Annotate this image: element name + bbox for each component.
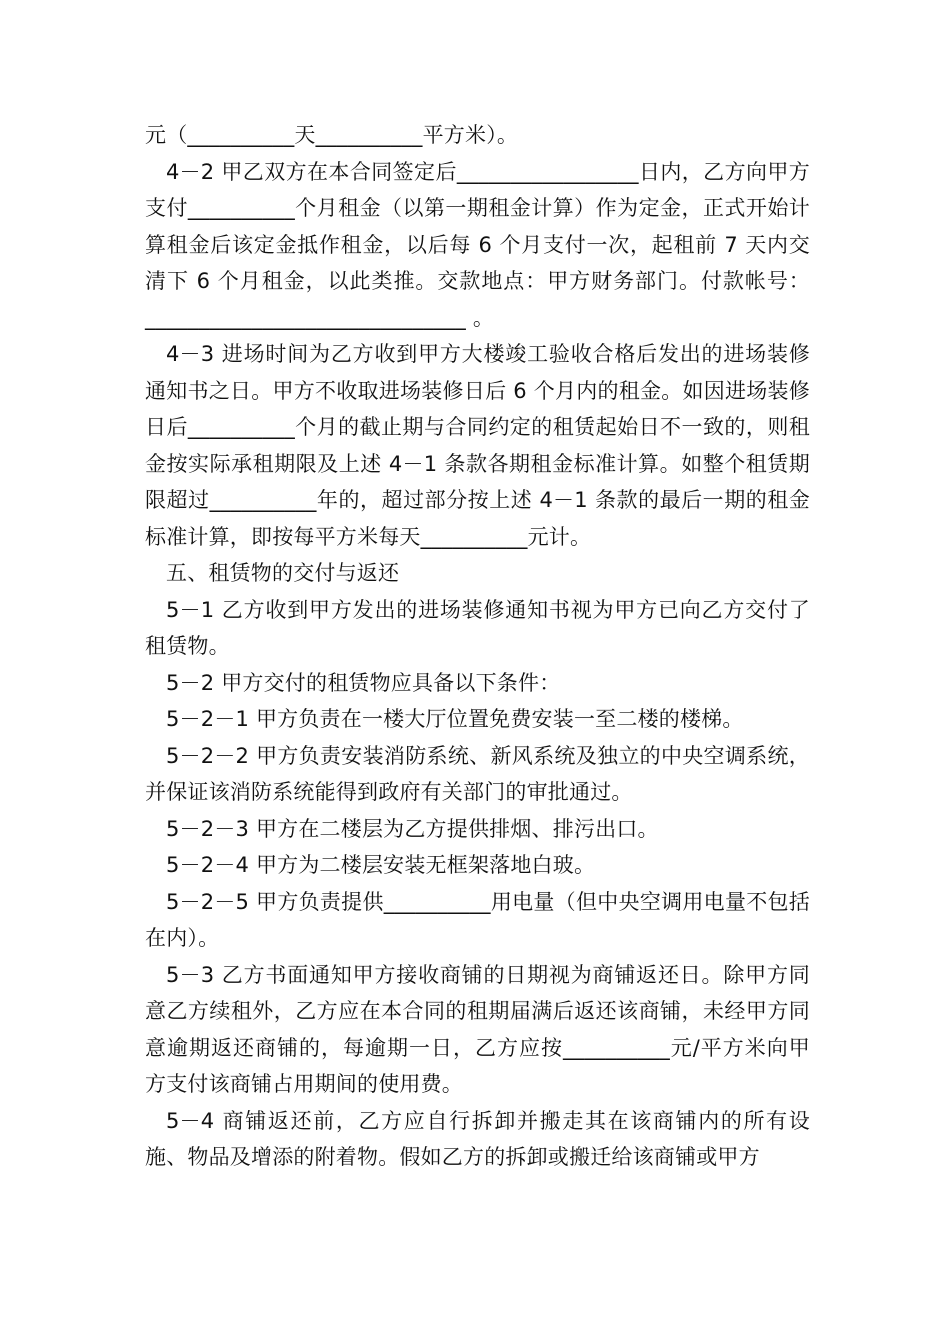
- paragraph-5-3: 5－3 乙方书面通知甲方接收商铺的日期视为商铺返还日。除甲方同意乙方续租外，乙方应在本合同的租期届满后返还该商铺，未经甲方同意逾期返还商铺的，每逾期一日，乙方应按__________元/平方米向甲方支付该商铺占用期间的使用费。: [145, 962, 810, 1096]
- paragraph-5-4: 5－4 商铺返还前，乙方应自行拆卸并搬走其在该商铺内的所有设施、物品及增添的附着物。假如乙方的拆卸或搬迁给该商铺或甲方: [145, 1108, 810, 1169]
- paragraph-4-2: 4－2 甲乙双方在本合同签定后_________________日内，乙方向甲方支付__________个月租金（以第一期租金计算）作为定金，正式开始计算租金后该定金抵作租金，以后每 6 个月支付一次，起租前 7 天内交清下 6 个月租金，以此类推。交款地点：甲方财务部门。付款帐号：______________________________ 。: [145, 159, 810, 330]
- paragraph-5-2-3: 5－2－3 甲方在二楼层为乙方提供排烟、排污出口。: [166, 816, 659, 841]
- paragraph-4-3: 4－3 进场时间为乙方收到甲方大楼竣工验收合格后发出的进场装修通知书之日。甲方不收取进场装修日后 6 个月内的租金。如因进场装修日后__________个月的截止期与合同约定的租赁起始日不一致的，则租金按实际承租期限及上述 4－1 条款各期租金标准计算。如整个租赁期限超过__________年的，超过部分按上述 4－1 条款的最后一期的租金标准计算，即按每平方米每天__________元计。: [145, 342, 810, 549]
- section-heading-5: 五、租赁物的交付与返还: [166, 561, 400, 585]
- paragraph-5-2-4: 5－2－4 甲方为二楼层安装无框架落地白玻。: [166, 853, 596, 877]
- paragraph-5-2-5: 5－2－5 甲方负责提供__________用电量（但中央空调用电量不包括在内）。: [145, 889, 810, 950]
- paragraph-5-1: 5－1 乙方收到甲方发出的进场装修通知书视为甲方已向乙方交付了租赁物。: [145, 597, 810, 658]
- paragraph-5-2: 5－2 甲方交付的租赁物应具备以下条件：: [166, 670, 561, 695]
- paragraph-5-2-1: 5－2－1 甲方负责在一楼大厅位置免费安装一至二楼的楼梯。: [166, 707, 744, 731]
- paragraph-0: 元（__________天__________平方米）。: [145, 123, 519, 147]
- paragraph-5-2-2: 5－2－2 甲方负责安装消防系统、新风系统及独立的中央空调系统，并保证该消防系统能得到政府有关部门的审批通过。: [145, 743, 810, 804]
- document-body: [145, 117, 810, 1176]
